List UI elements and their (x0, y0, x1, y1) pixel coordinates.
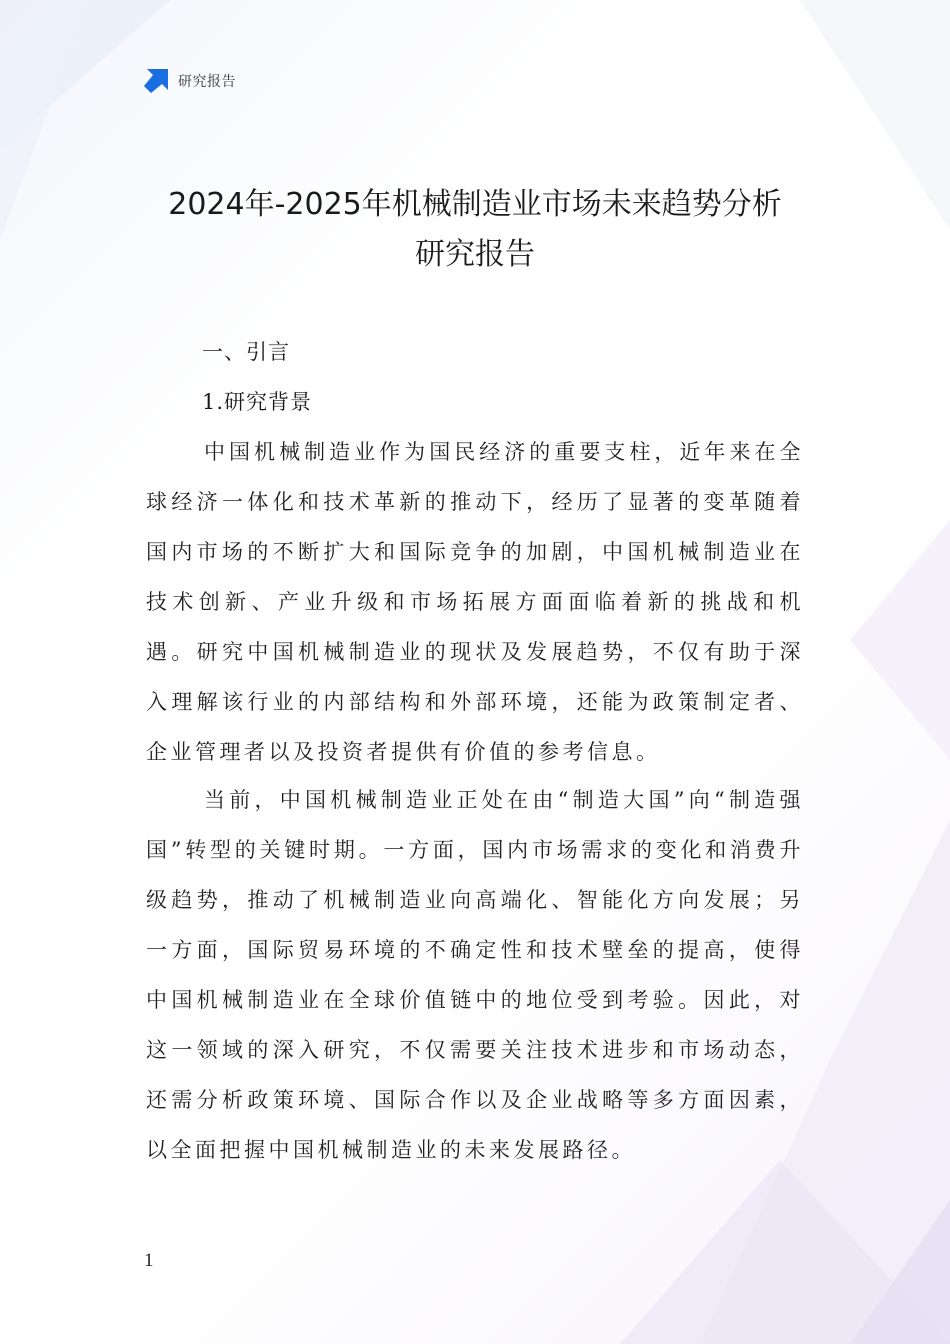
subsection-heading: 1.研究背景 (202, 390, 313, 414)
section-heading: 一、引言 (202, 340, 290, 364)
arrow-logo-icon (143, 68, 169, 94)
header-label: 研究报告 (178, 74, 236, 90)
document-title (100, 180, 850, 280)
page-header (143, 68, 236, 94)
title-line-1: 2024年-2025年机械制造业市场未来趋势分析 (168, 187, 782, 222)
title-line-2: 研究报告 (415, 237, 535, 272)
body-paragraph-2: 当前，中国机械制造业正处在由“制造大国”向“制造强国”转型的关键时期。一方面，国内市场需求的变化和消费升级趋势，推动了机械制造业向高端化、智能化方向发展；另一方面，国际贸易环境的不确定性和技术壁垒的提高，使得中国机械制造业在全球价值链中的地位受到考验。因此，对这一领域的深入研究，不仅需要关注技术进步和市场动态，还需分析政策环境、国际合作以及企业战略等多方面因素，以全面把握中国机械制造业的未来发展路径。 (146, 788, 804, 1162)
body-paragraph-1: 中国机械制造业作为国民经济的重要支柱，近年来在全球经济一体化和技术革新的推动下，经历了显著的变革随着国内市场的不断扩大和国际竞争的加剧，中国机械制造业在技术创新、产业升级和市场拓展方面面临着新的挑战和机遇。研究中国机械制造业的现状及发展趋势，不仅有助于深入理解该行业的内部结构和外部环境，还能为政策制定者、企业管理者以及投资者提供有价值的参考信息。 (146, 440, 804, 764)
page-number: 1 (144, 1250, 154, 1271)
